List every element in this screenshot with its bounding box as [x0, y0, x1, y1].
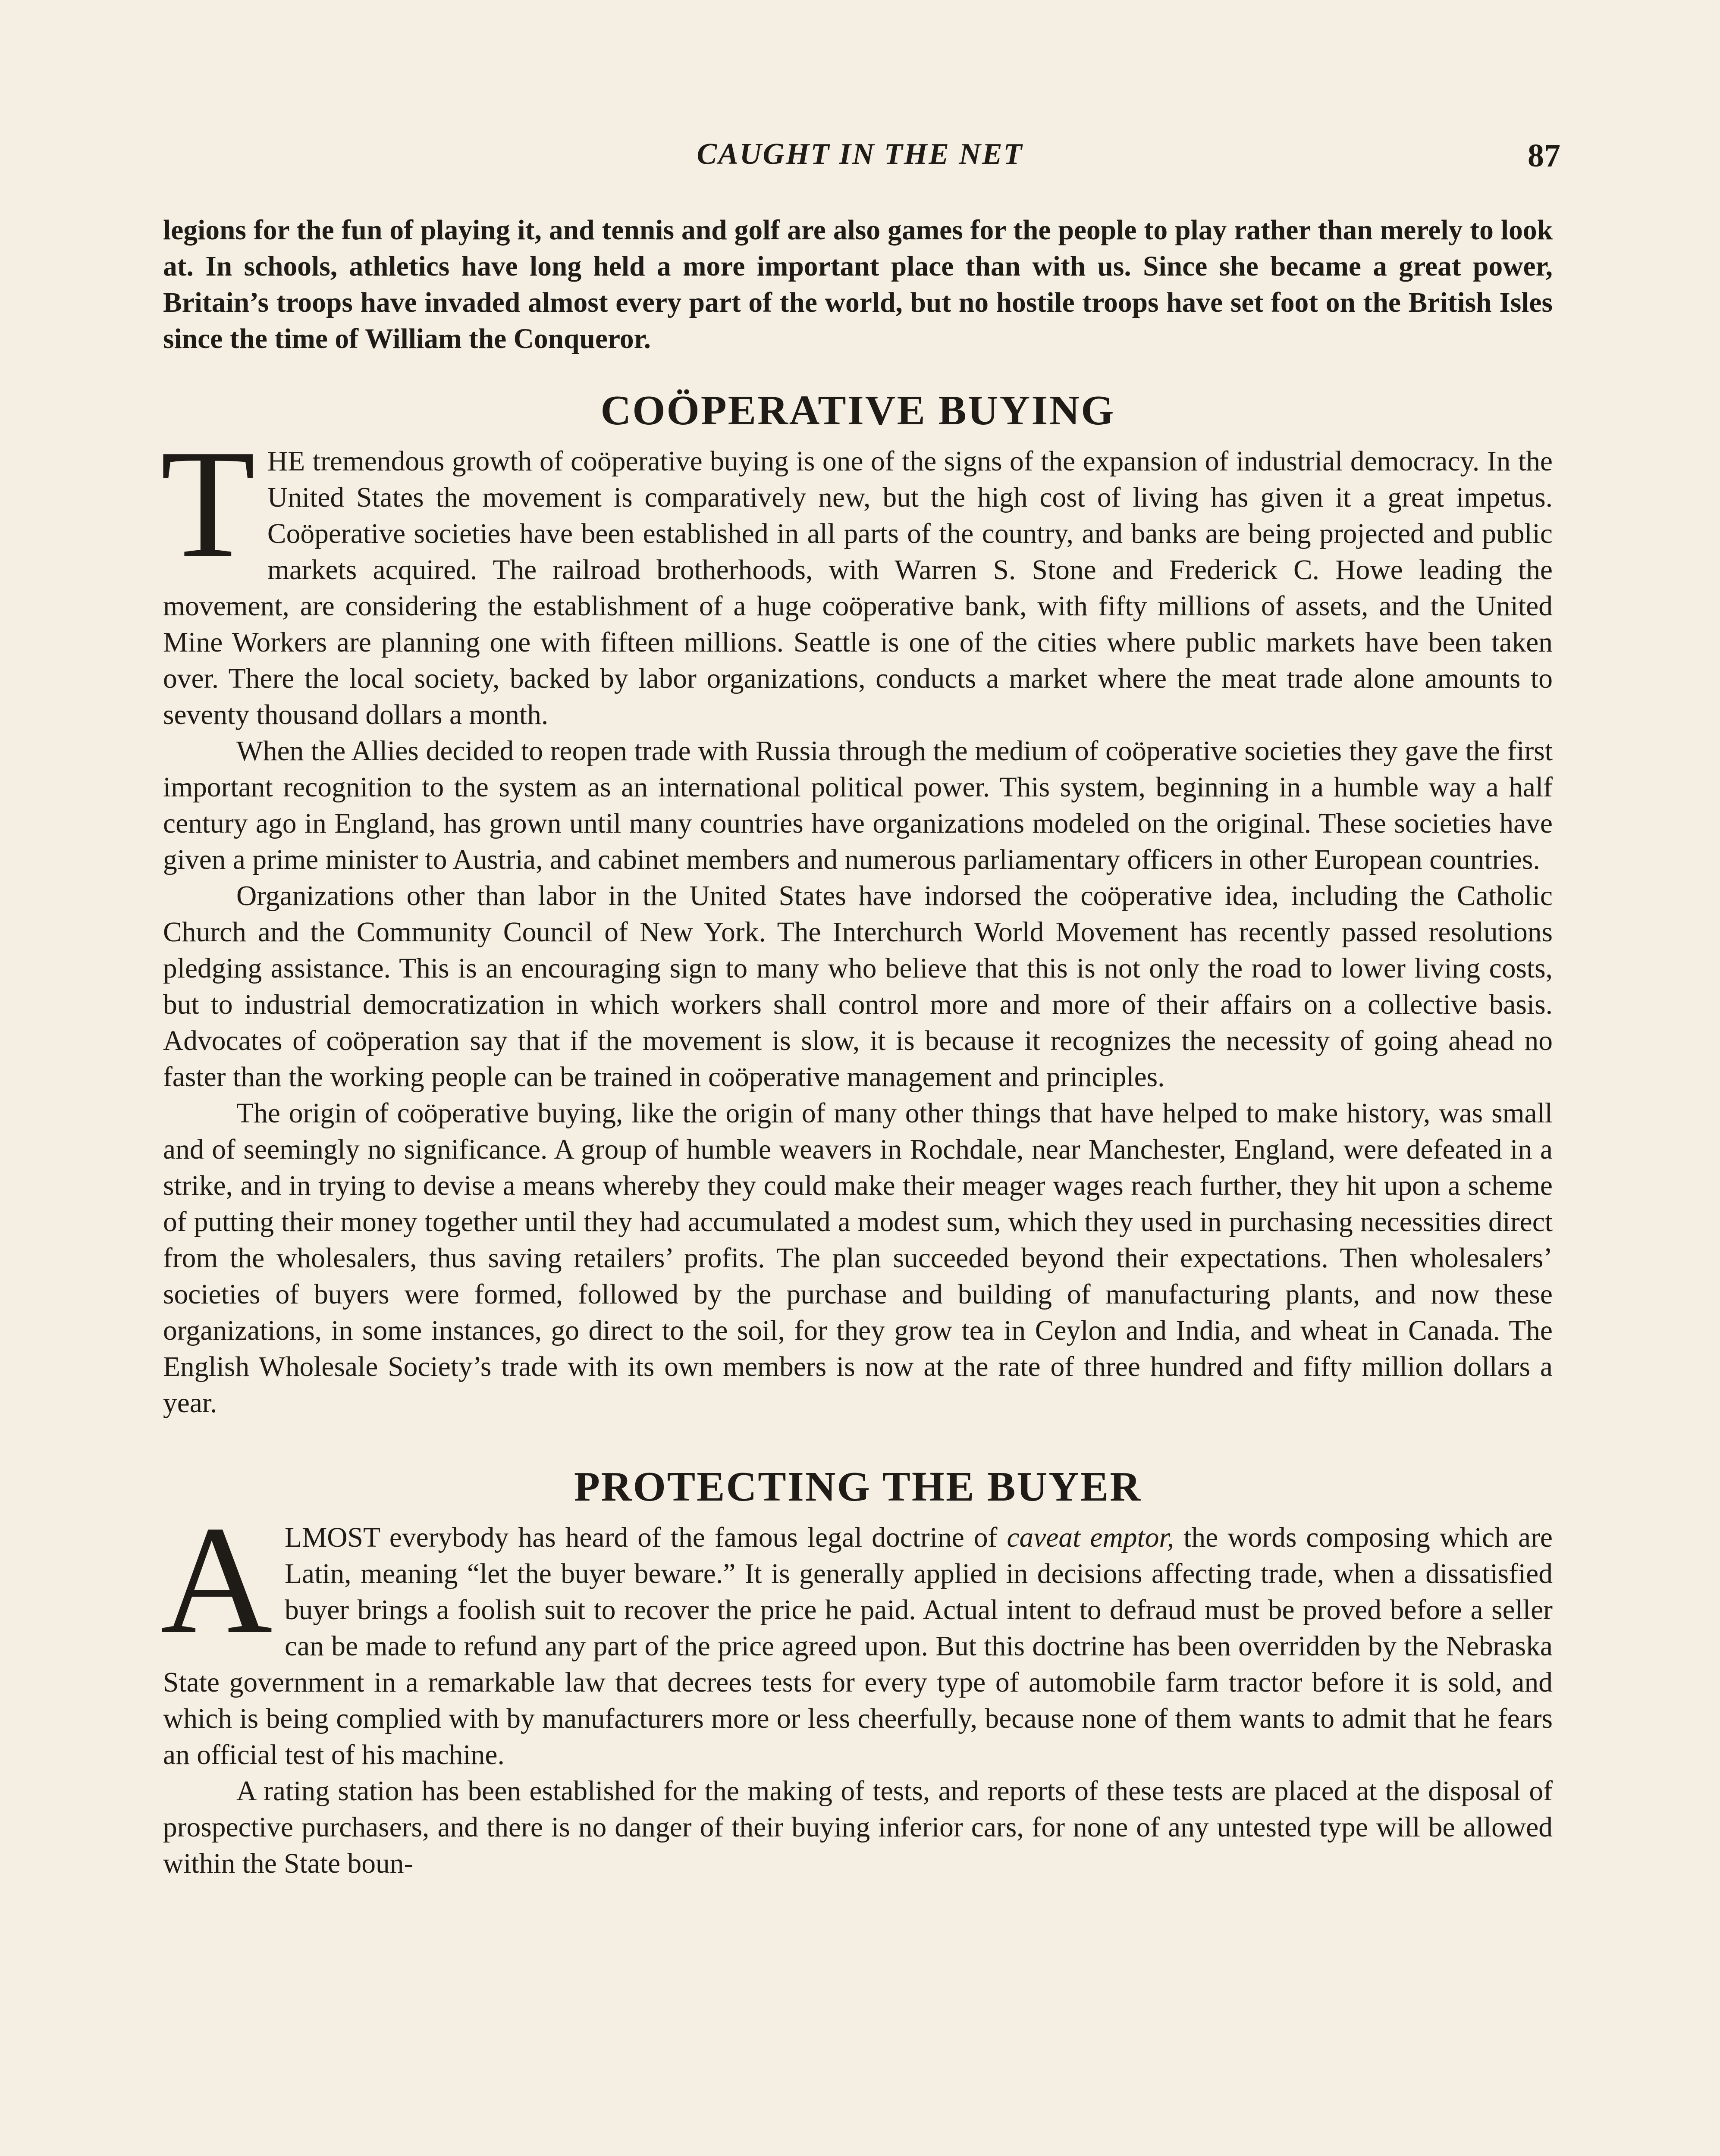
body-paragraph: A rating station has been established for the making of tests, and reports of these tests are placed at the disposal of prospective purchasers, and there is no danger of their buying inferior cars, for none of any untested type will be allowed within the State boun- [163, 1776, 1553, 1879]
continued-paragraph: legions for the fun of playing it, and tennis and golf are also games for the people to play rather than merely to look at. In schools, athletics have long held a more important place than with us. Since she became a great power, Britain’s troops have invaded almost every part of the world, but no hostile troops have set foot on the British Isles since the time of William the Conqueror. [163, 215, 1553, 354]
paragraph-text: LMOST everybody has heard of the famous legal doctrine of [284, 1522, 1007, 1553]
section-first-paragraph [160, 417, 1553, 733]
drop-cap: A [160, 1494, 273, 1666]
section-heading-cooperative-buying: COÖPERATIVE BUYING [600, 387, 1115, 434]
article-body [160, 212, 1553, 1882]
page-number: 87 [1528, 138, 1560, 174]
body-paragraph: Organizations other than labor in the United States have indorsed the coöperative idea, including the Catholic Church and the Community Council of New York. The Interchurch World Movement has recently passed resolutions pledging assistance. This is an encouraging sign to many who believe that this is not only the road to lower living costs, but to industrial democratization in which workers shall control more and more of their affairs on a collective basis. Advocates of coöperation say that if the movement is slow, it is because it recognizes the necessity of going ahead no faster than the working people can be trained in coöperative management and principles. [163, 881, 1553, 1093]
body-paragraph: When the Allies decided to reopen trade with Russia through the medium of coöperative societies they gave the first important recognition to the system as an international political power. This system, beginning in a humble way a half century ago in England, has grown until many countries have organizations modeled on the original. These societies have given a prime minister to Austria, and cabinet members and numerous parliamentary officers in other European countries. [163, 736, 1553, 875]
section-heading-protecting-the-buyer: PROTECTING THE BUYER [574, 1463, 1142, 1510]
paragraph-text: the words composing which are Latin, meaning “let the buyer beware.” It is generally applied in decisions affecting trade, when a dissatisfied buyer brings a foolish suit to recover the price he paid. Actual intent to defraud must be proved before a seller can be made to refund any part of the price agreed upon. But this doctrine has been overridden by the Nebraska State government in a remarkable law that decrees tests for every type of automobile farm tractor before it is sold, and which is being complied with by manufacturers more or less cheerfully, because none of them wants to admit that he fears an official test of his machine. [163, 1522, 1553, 1771]
running-title: CAUGHT IN THE NET [697, 138, 1023, 171]
section-first-paragraph [160, 1494, 1553, 1773]
running-head [0, 137, 1720, 185]
body-paragraph: The origin of coöperative buying, like the origin of many other things that have helped to make history, was small and of seemingly no significance. A group of humble weavers in Rochdale, near Manchester, England, were defeated in a strike, and in trying to devise a means whereby they could make their meager wages reach further, they hit upon a scheme of putting their money together until they had accumulated a modest sum, which they used in purchasing necessities direct from the wholesalers, thus saving retailers’ profits. The plan succeeded beyond their expectations. Then wholesalers’ societies of buyers were formed, followed by the purchase and building of manufacturing plants, and now these organizations, in some instances, go direct to the soil, for they grow tea in Ceylon and India, and wheat in Canada. The English Wholesale Society’s trade with its own members is now at the rate of three hundred and fifty million dollars a year. [163, 1098, 1553, 1419]
paragraph-text: HE tremendous growth of coöperative buying is one of the signs of the expansion of industrial democracy. In the United States the movement is comparatively new, but the high cost of living has given it a great impetus. Coöperative societies have been established in all parts of the country, and banks are being projected and public markets acquired. The railroad brotherhoods, with Warren S. Stone and Frederick C. Howe leading the movement, are considering the establishment of a huge coöperative bank, with fifty millions of assets, and the United Mine Workers are planning one with fifteen millions. Seattle is one of the cities where public markets have been taken over. There the local society, backed by labor organizations, conducts a market where the meat trade alone amounts to seventy thousand dollars a month. [163, 446, 1553, 730]
drop-cap: T [160, 417, 255, 589]
latin-phrase: caveat emptor, [1007, 1522, 1174, 1553]
